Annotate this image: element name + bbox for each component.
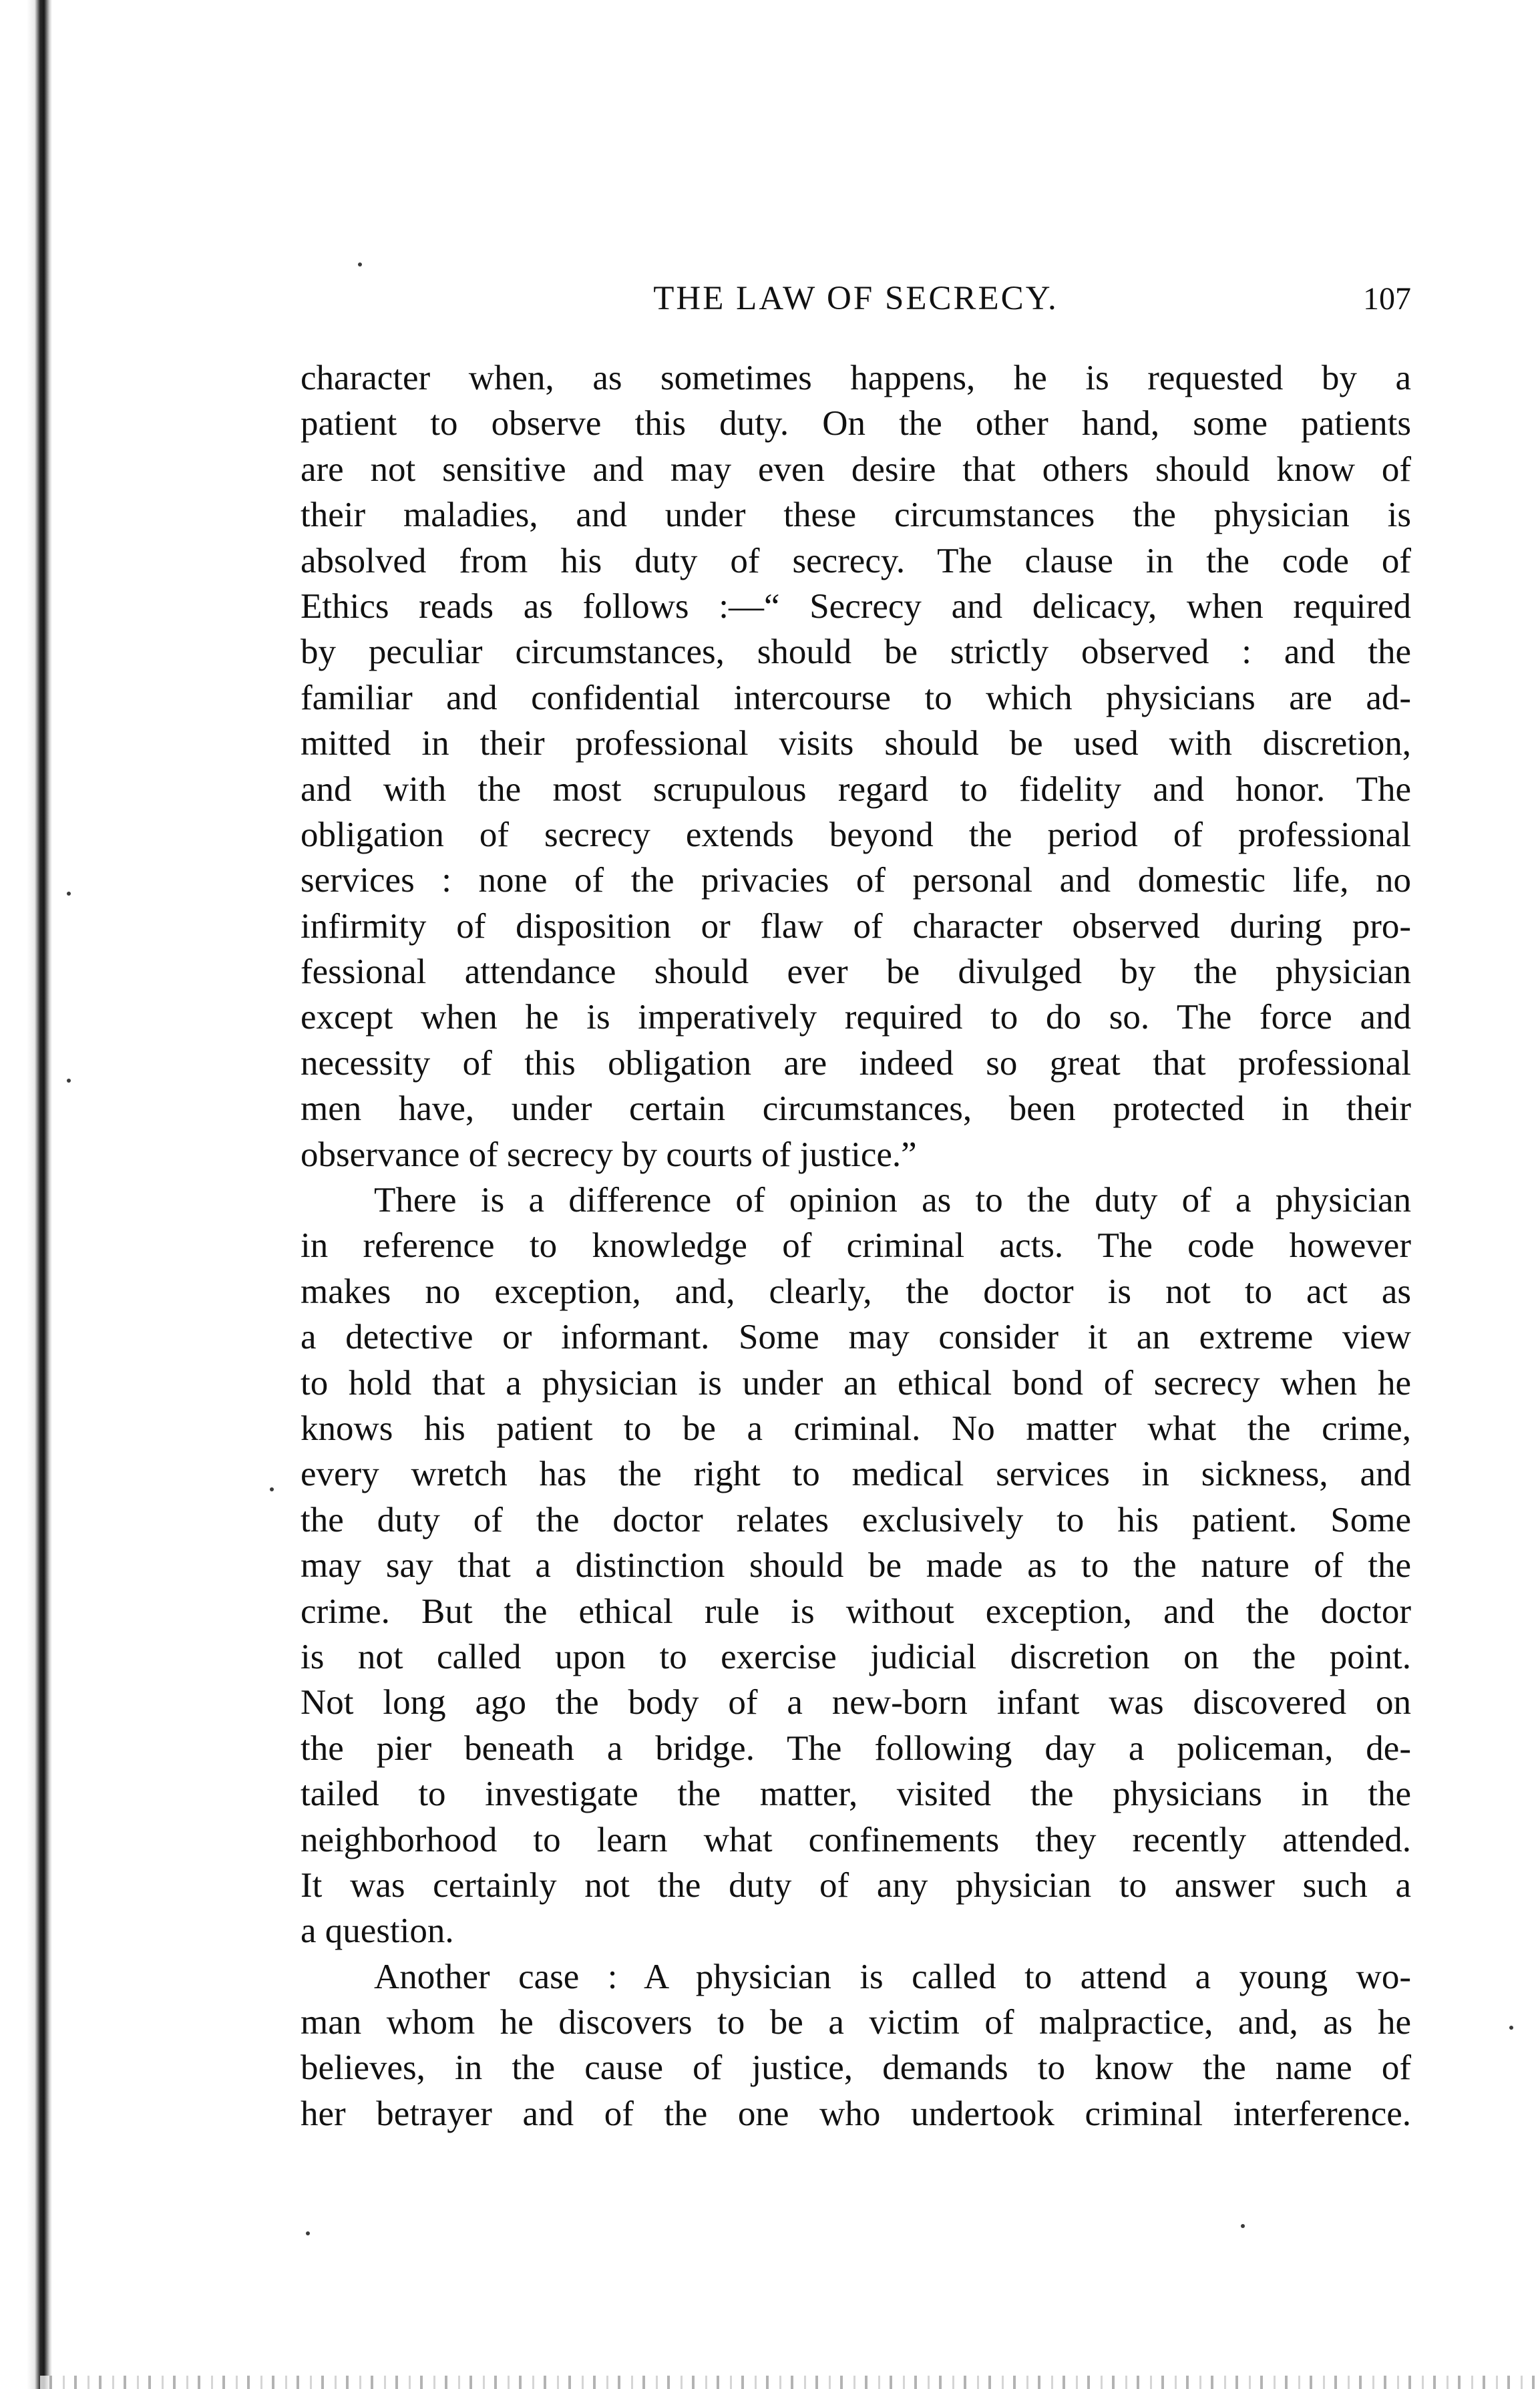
text-line: men have, under certain circumstances, been protected in their (301, 1089, 1411, 1129)
text-line: services : none of the privacies of personal and domestic life, no (301, 861, 1411, 900)
text-line: patient to observe this duty. On the other hand, some patients (301, 404, 1411, 443)
page-header (301, 262, 1411, 322)
text-line: every wretch has the right to medical services in sickness, and (301, 1455, 1411, 1494)
body-text (301, 355, 1411, 2137)
text-line: except when he is imperatively required to do so. The force and (301, 998, 1411, 1037)
text-line: the pier beneath a bridge. The following day a policeman, de- (301, 1728, 1411, 1768)
text-line: Ethics reads as follows :—“ Secrecy and delicacy, when required (301, 586, 1411, 626)
print-speck (1509, 2026, 1513, 2030)
text-line: familiar and confidential intercourse to which physicians are ad- (301, 678, 1411, 717)
text-line: is not called upon to exercise judicial discretion on the point. (301, 1637, 1411, 1676)
text-line: makes no exception, and, clearly, the doctor is not to act as (301, 1272, 1411, 1311)
text-line: obligation of secrecy extends beyond the period of professional (301, 815, 1411, 854)
text-line: fessional attendance should ever be divulged by the physician (301, 952, 1411, 992)
print-speck (67, 1079, 71, 1083)
text-line: mitted in their professional visits should be used with discretion, (301, 724, 1411, 763)
page-bottom-edge (40, 2376, 1540, 2389)
print-speck (358, 262, 362, 266)
text-line: man whom he discovers to be a victim of malpractice, and, as he (301, 2003, 1411, 2042)
text-line: knows his patient to be a criminal. No matter what the crime, (301, 1409, 1411, 1448)
page-number: 107 (1363, 281, 1411, 317)
print-speck (1241, 2224, 1245, 2228)
print-speck (306, 2231, 310, 2235)
text-line: Not long ago the body of a new-born infant was discovered on (301, 1683, 1411, 1722)
text-line: It was certainly not the duty of any physician to answer such a (301, 1865, 1411, 1905)
text-line: her betrayer and of the one who undertook criminal interference. (301, 2094, 1411, 2133)
text-line: observance of secrecy by courts of justice.” (301, 1135, 917, 1174)
text-line: believes, in the cause of justice, demands to know the name of (301, 2048, 1411, 2088)
text-line: tailed to investigate the matter, visited the physicians in the (301, 1775, 1411, 1814)
text-line: infirmity of disposition or flaw of character observed during pro- (301, 906, 1411, 946)
running-title: THE LAW OF SECRECY. (653, 280, 1058, 317)
text-line: the duty of the doctor relates exclusively to his patient. Some (301, 1500, 1411, 1539)
text-line: a question. (301, 1911, 454, 1951)
text-line: to hold that a physician is under an ethical bond of secrecy when he (301, 1363, 1411, 1403)
text-line: in reference to knowledge of criminal acts. The code however (301, 1226, 1411, 1266)
text-line: character when, as sometimes happens, he is requested by a (301, 359, 1411, 397)
text-line: absolved from his duty of secrecy. The clause in the code of (301, 541, 1411, 580)
text-line: are not sensitive and may even desire that others should know of (301, 449, 1411, 489)
paragraph-first-line: There is a difference of opinion as to the duty of a physician (374, 1181, 1411, 1220)
text-line: and with the most scrupulous regard to fidelity and honor. The (301, 769, 1411, 809)
text-line: crime. But the ethical rule is without exception, and the doctor (301, 1592, 1411, 1631)
print-speck (270, 1487, 274, 1491)
text-line: may say that a distinction should be made as to the nature of the (301, 1546, 1411, 1586)
text-line: neighborhood to learn what confinements they recently attended. (301, 1820, 1411, 1859)
text-line: their maladies, and under these circumstances the physician is (301, 496, 1411, 535)
text-line: necessity of this obligation are indeed so great that professional (301, 1043, 1411, 1083)
text-line: a detective or informant. Some may consider it an extreme view (301, 1318, 1411, 1357)
print-speck (67, 892, 71, 896)
text-line: by peculiar circumstances, should be strictly observed : and the (301, 632, 1411, 672)
paragraph-first-line: Another case : A physician is called to attend a young wo- (374, 1957, 1411, 1996)
page-binding-edge (0, 0, 52, 2389)
